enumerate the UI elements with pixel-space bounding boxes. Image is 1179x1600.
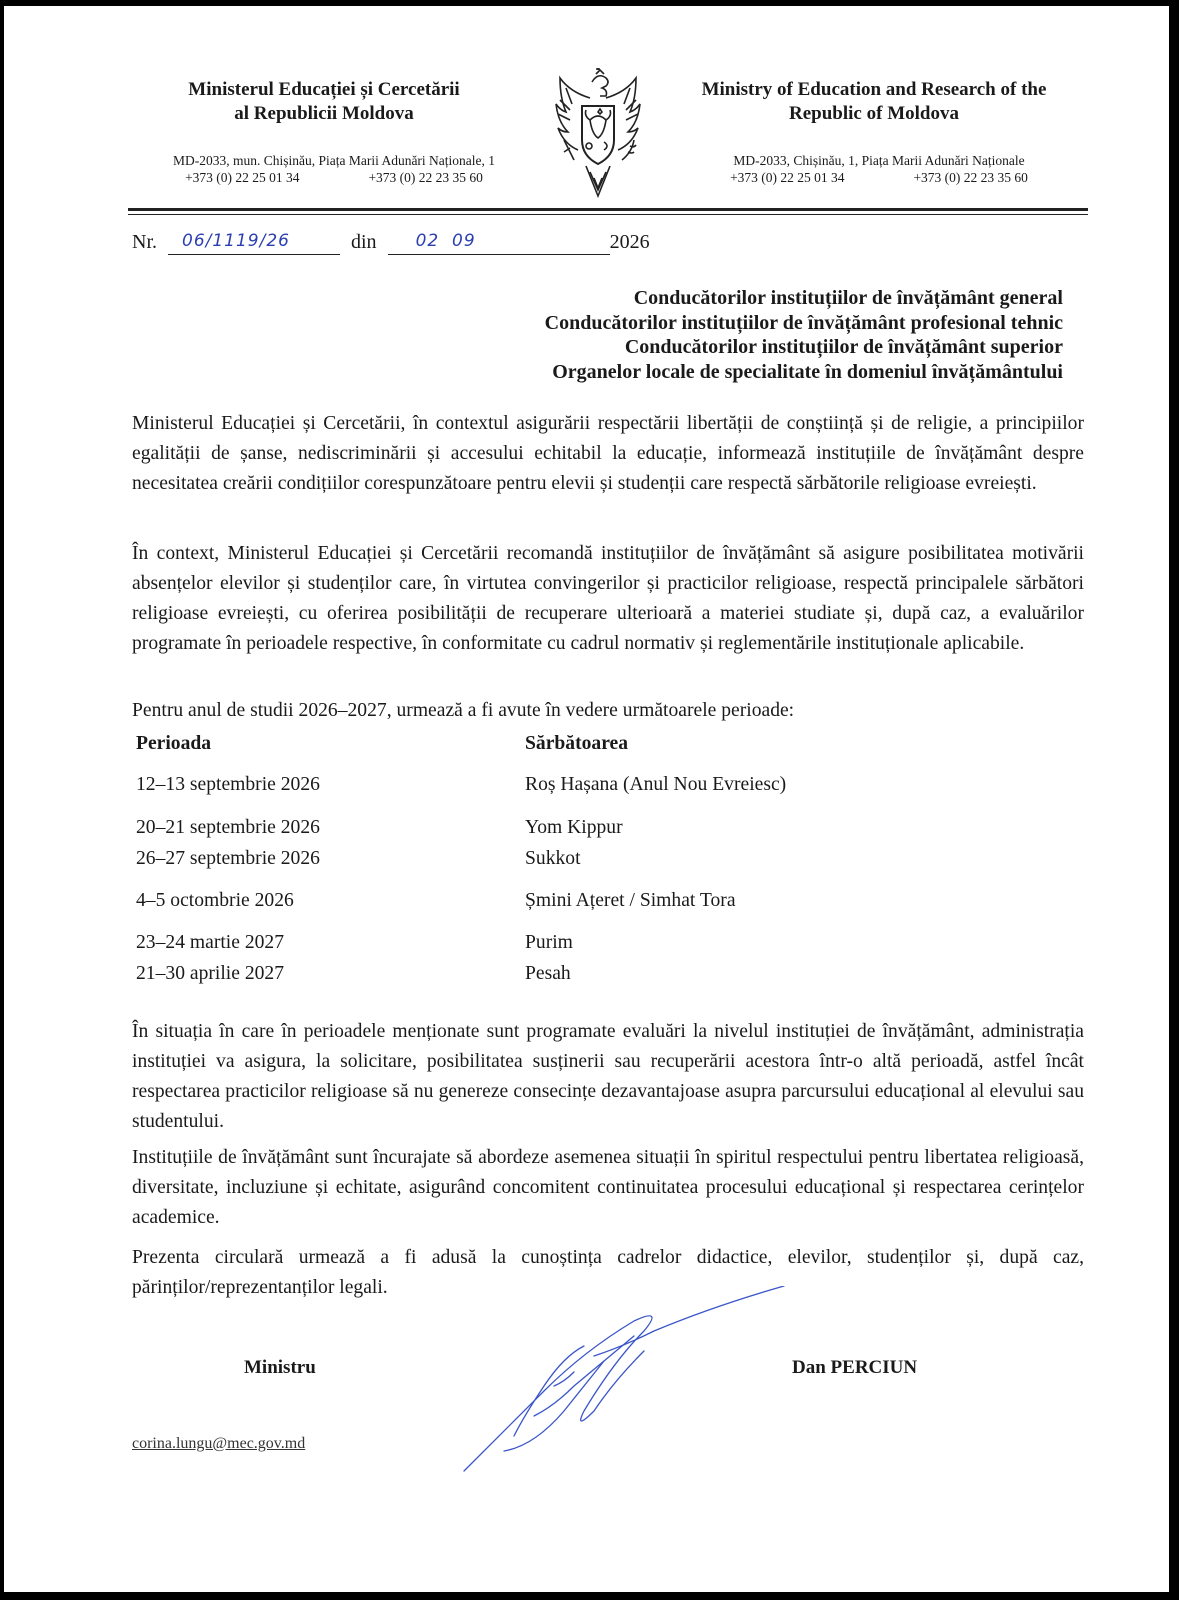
nr-label: Nr. (132, 231, 157, 253)
row-holiday: Sukkot (525, 848, 581, 869)
document-page (4, 6, 1169, 1592)
address-left (134, 152, 534, 186)
row-period: 12–13 septembrie 2026 (136, 774, 320, 795)
header-right-line1: Ministry of Education and Research of the (701, 79, 1047, 100)
row-holiday: Șmini Ațeret / Simhat Tora (525, 890, 736, 911)
row-holiday: Purim (525, 932, 573, 953)
handwritten-signature (444, 1286, 804, 1486)
paragraph-5-text: Instituțiile de învățământ sunt încurajate să abordeze asemenea situații în spiritul respectului pentru libertatea religioasă, diversitate, incluziune și echitate, asigurând concomitent continuitatea procesului educațional și respectarea cerințelor academice. (132, 1147, 1084, 1228)
date-field (388, 232, 610, 255)
paragraph-6-text: Prezenta circulară urmează a fi adusă la cunoștința cadrelor didactice, elevilor, studenților și, după caz, părinților/reprezentanților legali. (132, 1247, 1084, 1298)
row-period: 21–30 aprilie 2027 (136, 963, 285, 984)
addressee-2: Conducătorilor instituțiilor de învățământ profesional tehnic (544, 311, 1063, 334)
addressee-4: Organelor locale de specialitate în domeniul învățământului (552, 360, 1063, 383)
phones-right (679, 169, 1079, 186)
row-period: 20–21 septembrie 2026 (136, 817, 320, 838)
header-right-line2: Republic of Moldova (789, 103, 959, 124)
row-period: 26–27 septembrie 2026 (136, 848, 320, 869)
phone-left-1: +373 (0) 22 25 01 34 (185, 170, 300, 185)
header-divider-thin (128, 214, 1088, 215)
nr-field (168, 232, 340, 255)
phones-left (134, 169, 534, 186)
row-period: 23–24 martie 2027 (136, 932, 285, 953)
paragraph-3 (132, 696, 1084, 726)
row-period: 4–5 octombrie 2026 (136, 890, 294, 911)
paragraph-2-text: În context, Ministerul Educației și Cercetării recomandă instituțiilor de învățământ să asigure posibilitatea motivării absențelor elevilor și studenților care, în virtutea convingerilor și practicilor religioase, respectă principalele sărbători religioase evreiești, cu oferirea posibilității de recuperare ulterioară a materiei studiate și, după caz, a evaluărilor programate în perioadele respective, în conformitate cu cadrul normativ și reglementările instituționale aplicabile. (132, 543, 1084, 654)
header-left-line2: al Republicii Moldova (234, 103, 414, 124)
header-divider-thick (128, 208, 1088, 211)
address-right-street: MD-2033, Chișinău, 1, Piața Marii Adunări Naționale (733, 153, 1025, 168)
paragraph-1-text: Ministerul Educației și Cercetării, în contextul asigurării respectării libertății de conștiință și de religie, a principiilor egalității de șanse, nediscriminării și accesului echitabil la educație, informează instituțiile de învățământ despre necesitatea creării condițiilor corespunzătoare pentru elevii și studenții care respectă sărbătorile religioase evreiești. (132, 413, 1084, 494)
address-left-street: MD-2033, mun. Chișinău, Piața Marii Adunări Naționale, 1 (172, 153, 496, 168)
year: 2026 (609, 231, 650, 253)
nr-handwritten: 06/1119/26 (182, 231, 290, 251)
addressee-1: Conducătorilor instituțiilor de învățământ general (633, 287, 1063, 309)
contact-email[interactable]: corina.lungu@mec.gov.md (132, 1435, 306, 1452)
signatory-title: Ministru (244, 1357, 316, 1378)
addressees-block (545, 286, 1063, 384)
header-period: Perioada (136, 733, 212, 754)
paragraph-4-text: În situația în care în perioadele menționate sunt programate evaluări la nivelul instituției de învățământ, administrația instituției va asigura, la solicitare, posibilitatea susținerii sau recuperării acestora într-o altă perioadă, astfel încât respectarea practicilor religioase să nu genereze consecințe dezavantajoase asupra parcursului educațional al elevului sau studentului. (132, 1021, 1084, 1132)
header-right (664, 78, 1084, 126)
phone-right-2: +373 (0) 22 23 35 60 (913, 170, 1028, 185)
address-right (679, 152, 1079, 186)
paragraph-1 (132, 409, 1084, 499)
paragraph-3-text: Pentru anul de studii 2026–2027, urmează a fi avute în vedere următoarele perioade: (132, 700, 795, 721)
coat-of-arms-icon (546, 68, 650, 210)
row-holiday: Roș Hașana (Anul Nou Evreiesc) (525, 774, 787, 795)
paragraph-5 (132, 1143, 1084, 1233)
signatory-name: Dan PERCIUN (792, 1357, 918, 1378)
header-holiday: Sărbătoarea (525, 733, 629, 754)
header-left-line1: Ministerul Educației și Cercetării (188, 79, 460, 100)
phone-left-2: +373 (0) 22 23 35 60 (368, 170, 483, 185)
din-label: din (351, 231, 377, 253)
phone-right-1: +373 (0) 22 25 01 34 (730, 170, 845, 185)
header-left (154, 78, 494, 126)
reference-line (132, 229, 650, 255)
row-holiday: Yom Kippur (525, 817, 623, 838)
paragraph-4 (132, 1017, 1084, 1137)
addressee-3: Conducătorilor instituțiilor de învățământ superior (624, 336, 1063, 358)
paragraph-2 (132, 539, 1084, 659)
row-holiday: Pesah (525, 963, 571, 984)
date-handwritten: 02 09 (415, 231, 476, 251)
